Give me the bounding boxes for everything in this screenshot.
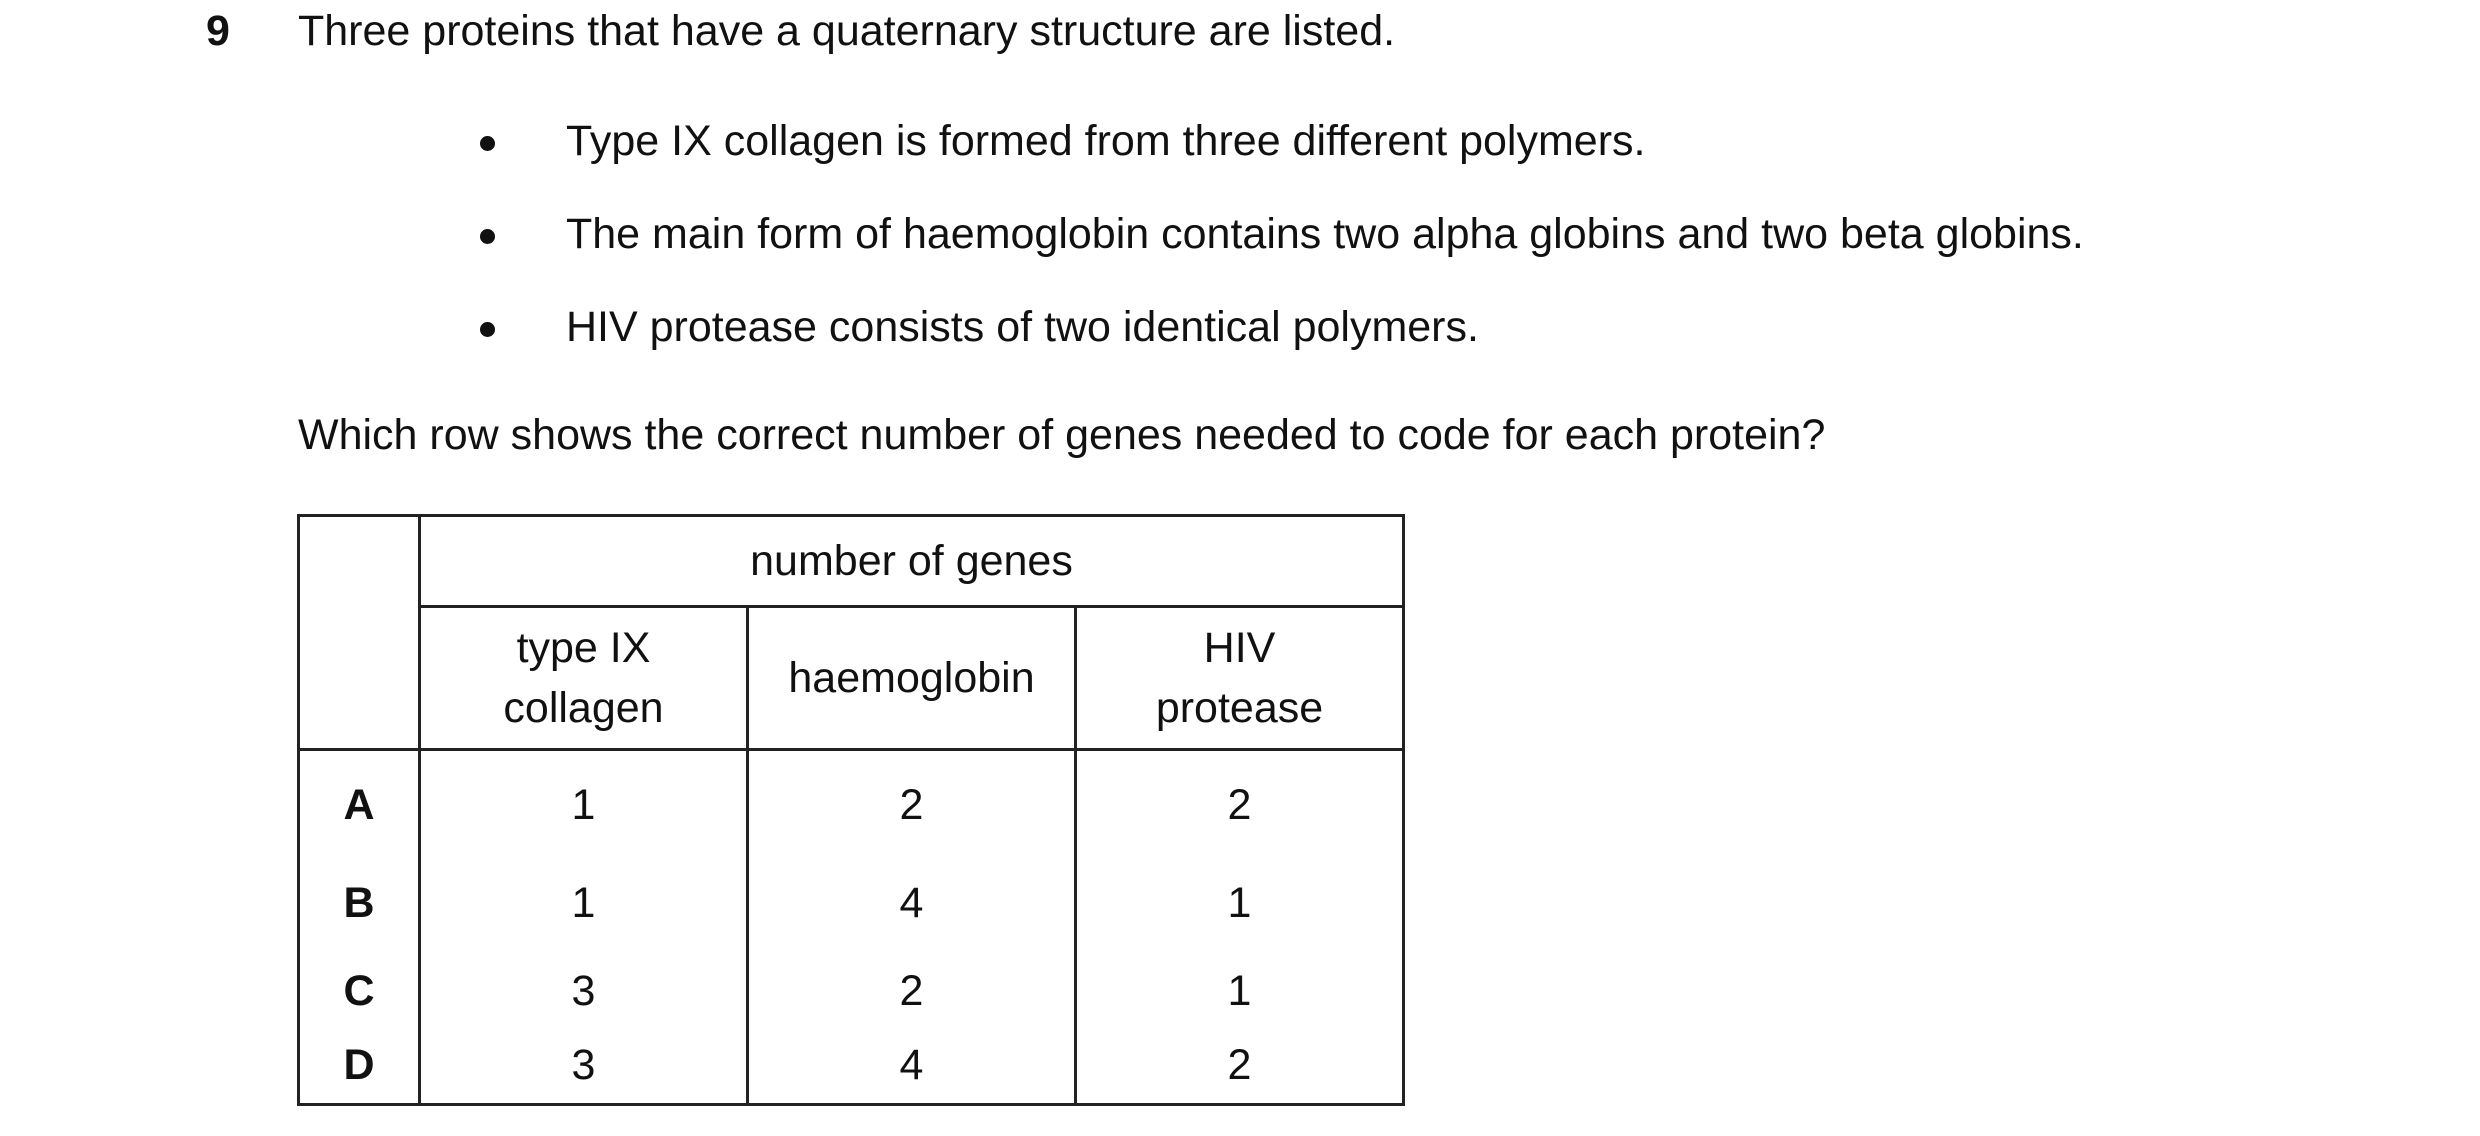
group-header: number of genes <box>420 516 1404 607</box>
column-header-line: type IX <box>516 624 651 672</box>
bullet-dot-icon <box>480 229 495 244</box>
question-number: 9 <box>206 7 230 55</box>
table-cell: 4 <box>748 859 1076 947</box>
row-letter: B <box>299 859 420 947</box>
table-cell: 3 <box>420 947 748 1035</box>
column-header-line: HIV <box>1203 624 1276 672</box>
table-row <box>299 750 1404 860</box>
question-prompt: Which row shows the correct number of genes needed to code for each protein? <box>298 411 1826 459</box>
column-header-line: collagen <box>503 684 664 732</box>
table-cell: 2 <box>1076 1035 1404 1105</box>
table-cell: 3 <box>420 1035 748 1105</box>
answer-options-table <box>297 514 1405 1106</box>
table-cell: 2 <box>748 947 1076 1035</box>
table-cell: 1 <box>420 750 748 860</box>
table-corner-cell <box>299 516 420 750</box>
table-cell: 1 <box>1076 947 1404 1035</box>
table-row <box>299 1035 1404 1105</box>
column-header-collagen <box>420 607 748 750</box>
bullet-text: The main form of haemoglobin contains two alpha globins and two beta globins. <box>566 210 2084 258</box>
row-letter: A <box>299 750 420 860</box>
column-header-hiv-protease <box>1076 607 1404 750</box>
table-cell: 1 <box>1076 859 1404 947</box>
table-cell: 4 <box>748 1035 1076 1105</box>
table-row <box>299 947 1404 1035</box>
table-cell: 2 <box>1076 750 1404 860</box>
table-row <box>299 859 1404 947</box>
table-cell: 2 <box>748 750 1076 860</box>
table-subheader-row <box>299 607 1404 750</box>
bullet-text: Type IX collagen is formed from three different polymers. <box>566 117 1646 165</box>
column-header-line: protease <box>1155 684 1324 732</box>
bullet-text: HIV protease consists of two identical polymers. <box>566 303 1479 351</box>
column-header-haemoglobin <box>748 607 1076 750</box>
column-header-line: haemoglobin <box>788 654 1035 702</box>
question-stem: Three proteins that have a quaternary structure are listed. <box>298 7 1396 55</box>
row-letter: C <box>299 947 420 1035</box>
row-letter: D <box>299 1035 420 1105</box>
table-header-row <box>299 516 1404 607</box>
bullet-dot-icon <box>480 322 495 337</box>
bullet-dot-icon <box>480 136 495 151</box>
table-cell: 1 <box>420 859 748 947</box>
